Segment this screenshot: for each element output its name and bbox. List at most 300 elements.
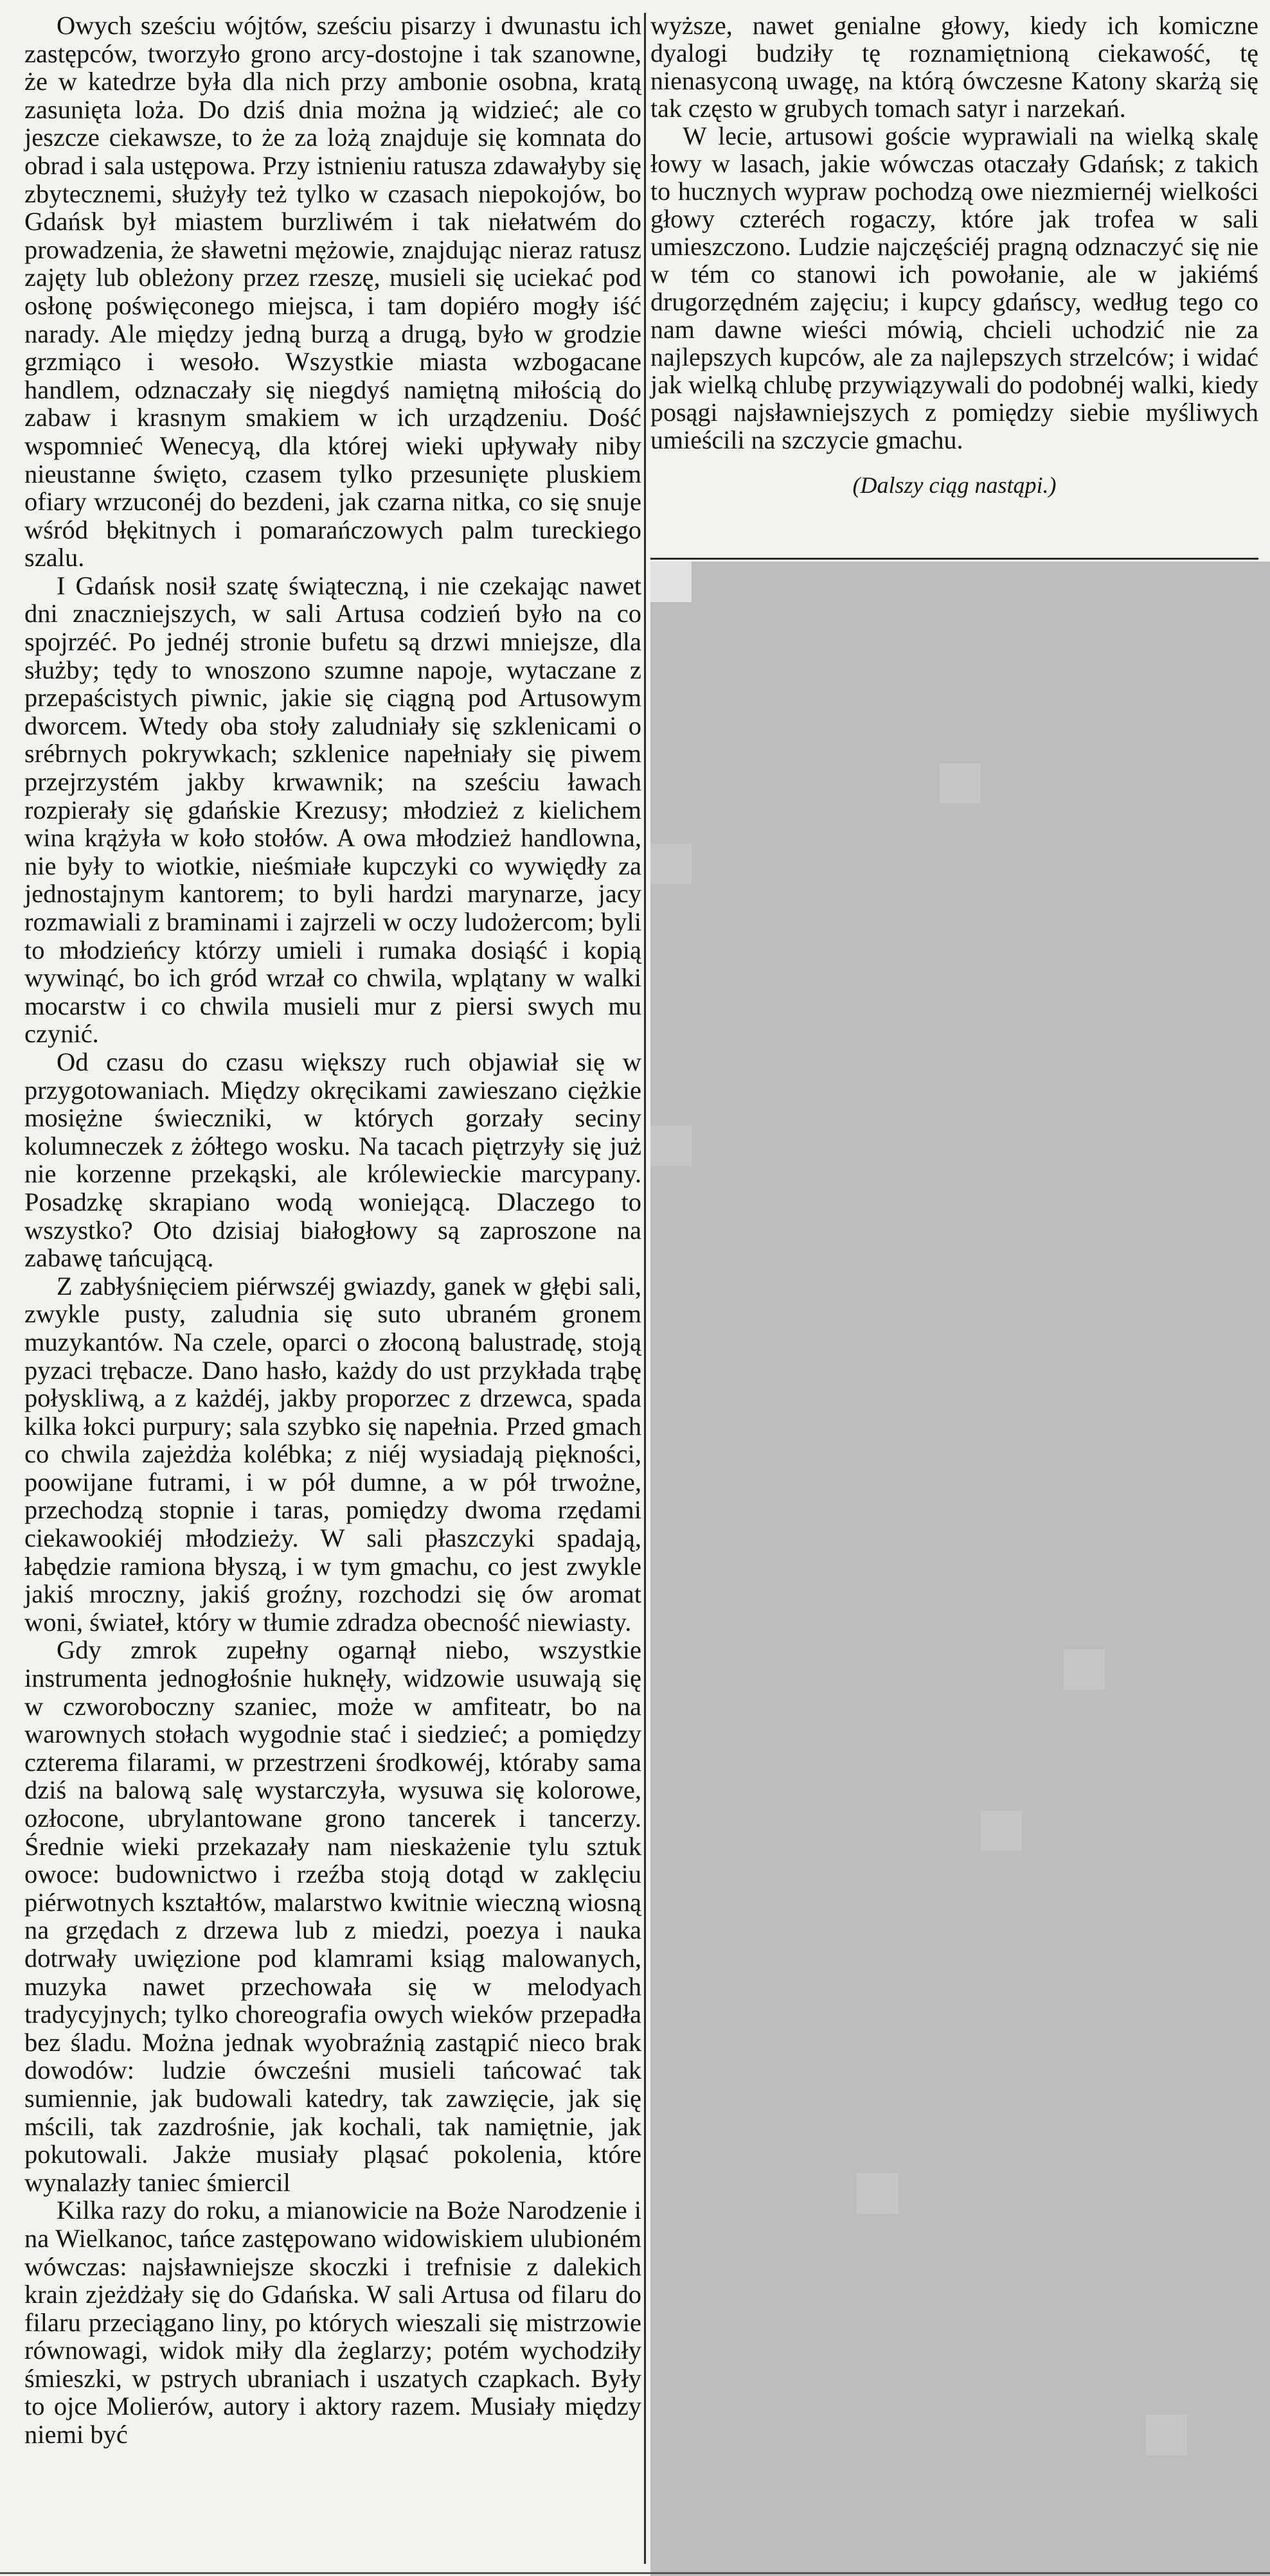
mosaic-tile <box>774 844 816 884</box>
mosaic-tile <box>857 1770 898 1811</box>
mosaic-tile <box>940 2133 981 2173</box>
mosaic-tile <box>1105 602 1146 643</box>
mosaic-tile <box>816 2496 857 2536</box>
mosaic-tile <box>774 723 816 763</box>
mosaic-tile <box>1187 1851 1228 1891</box>
mosaic-tile <box>1022 1569 1063 1610</box>
mosaic-tile <box>692 1891 733 1932</box>
mosaic-tile <box>650 2012 692 2052</box>
mosaic-tile <box>981 1287 1022 1328</box>
mosaic-tile <box>1146 1166 1187 1207</box>
mosaic-tile <box>1022 1811 1063 1851</box>
mosaic-tile <box>1229 1649 1270 1690</box>
mosaic-tile <box>1064 2214 1105 2254</box>
mosaic-tile <box>774 1730 816 1770</box>
mosaic-tile <box>692 1811 733 1851</box>
mosaic-tile <box>981 1166 1022 1207</box>
mosaic-tile <box>650 803 692 844</box>
mosaic-tile <box>733 682 774 723</box>
mosaic-tile <box>774 1488 816 1529</box>
mosaic-tile <box>774 2133 816 2173</box>
mosaic-tile <box>733 1367 774 1408</box>
mosaic-tile <box>692 2536 733 2576</box>
mosaic-tile <box>1064 2173 1105 2214</box>
mosaic-tile <box>981 763 1022 804</box>
mosaic-tile <box>940 2536 981 2576</box>
mosaic-tile <box>650 1085 692 1126</box>
mosaic-tile <box>816 1851 857 1891</box>
mosaic-tile <box>650 2375 692 2415</box>
mosaic-tile <box>940 1367 981 1408</box>
mosaic-tile <box>816 2173 857 2214</box>
mosaic-tile <box>774 1367 816 1408</box>
mosaic-tile <box>940 1488 981 1529</box>
mosaic-tile <box>692 2133 733 2173</box>
mosaic-tile <box>857 1690 898 1730</box>
mosaic-tile <box>1022 1448 1063 1488</box>
mosaic-tile <box>692 2294 733 2334</box>
mosaic-tile <box>1187 844 1228 884</box>
mosaic-tile <box>1229 1448 1270 1488</box>
mosaic-tile <box>1022 964 1063 1005</box>
mosaic-tile <box>1229 1690 1270 1730</box>
mosaic-tile <box>733 1649 774 1690</box>
mosaic-tile <box>774 1609 816 1649</box>
mosaic-tile <box>857 2294 898 2334</box>
mosaic-tile <box>692 1569 733 1610</box>
mosaic-tile <box>1229 1287 1270 1328</box>
mosaic-tile <box>1022 1085 1063 1126</box>
mosaic-tile <box>899 924 940 964</box>
page-bottom-rule <box>0 2572 1270 2574</box>
mosaic-tile <box>816 2012 857 2052</box>
mosaic-tile <box>650 2496 692 2536</box>
mosaic-tile <box>1229 602 1270 643</box>
mosaic-tile <box>981 1891 1022 1932</box>
mosaic-tile <box>1105 1045 1146 1085</box>
mosaic-tile <box>650 1287 692 1328</box>
mosaic-tile <box>857 642 898 682</box>
mosaic-tile <box>1105 1367 1146 1408</box>
mosaic-tile <box>940 2455 981 2496</box>
mosaic-tile <box>1022 1247 1063 1287</box>
mosaic-tile <box>816 803 857 844</box>
mosaic-tile <box>1187 1770 1228 1811</box>
mosaic-tile <box>733 1005 774 1045</box>
mosaic-tile <box>774 2415 816 2455</box>
mosaic-tile <box>857 723 898 763</box>
mosaic-tile <box>733 2455 774 2496</box>
mosaic-tile <box>1187 2253 1228 2294</box>
mosaic-tile <box>1105 884 1146 925</box>
mosaic-tile <box>650 1690 692 1730</box>
mosaic-tile <box>692 1851 733 1891</box>
mosaic-tile <box>1187 2496 1228 2536</box>
mosaic-tile <box>816 642 857 682</box>
mosaic-tile <box>899 1085 940 1126</box>
mosaic-tile <box>899 1891 940 1932</box>
mosaic-tile <box>1229 1126 1270 1166</box>
mosaic-tile <box>1146 723 1187 763</box>
mosaic-tile <box>940 763 981 804</box>
mosaic-tile <box>1187 2334 1228 2375</box>
mosaic-tile <box>1022 642 1063 682</box>
mosaic-tile <box>1064 1488 1105 1529</box>
mosaic-tile <box>816 2093 857 2133</box>
mosaic-tile <box>981 1045 1022 1085</box>
mosaic-tile <box>1146 1045 1187 1085</box>
mosaic-tile <box>857 844 898 884</box>
mosaic-tile <box>650 1811 692 1851</box>
mosaic-tile <box>733 1690 774 1730</box>
mosaic-tile <box>899 2334 940 2375</box>
mosaic-tile <box>1146 1569 1187 1610</box>
mosaic-tile <box>1229 1206 1270 1247</box>
mosaic-tile <box>733 2294 774 2334</box>
mosaic-tile <box>774 1770 816 1811</box>
mosaic-tile <box>857 1529 898 1569</box>
mosaic-tile <box>1064 2133 1105 2173</box>
mosaic-tile <box>857 1730 898 1770</box>
mosaic-tile <box>1064 1287 1105 1328</box>
mosaic-tile <box>1105 2214 1146 2254</box>
mosaic-tile <box>692 1448 733 1488</box>
mosaic-tile <box>1187 884 1228 925</box>
mosaic-tile <box>1146 1247 1187 1287</box>
mosaic-tile <box>940 844 981 884</box>
mosaic-tile <box>940 884 981 925</box>
mosaic-tile <box>981 2334 1022 2375</box>
mosaic-tile <box>1187 2093 1228 2133</box>
mosaic-tile <box>733 642 774 682</box>
mosaic-tile <box>650 2536 692 2576</box>
mosaic-tile <box>692 1206 733 1247</box>
mosaic-tile <box>692 2173 733 2214</box>
mosaic-tile <box>650 1166 692 1207</box>
mosaic-tile <box>816 2536 857 2576</box>
mosaic-tile <box>733 2496 774 2536</box>
mosaic-tile <box>650 2214 692 2254</box>
mosaic-tile <box>650 1327 692 1367</box>
mosaic-tile <box>816 1811 857 1851</box>
mosaic-tile <box>733 1126 774 1166</box>
mosaic-tile <box>692 1085 733 1126</box>
mosaic-tile <box>733 1327 774 1367</box>
mosaic-tile <box>1064 2052 1105 2093</box>
mosaic-tile <box>774 1529 816 1569</box>
mosaic-tile <box>774 642 816 682</box>
mosaic-tile <box>1146 1730 1187 1770</box>
mosaic-tile <box>650 2455 692 2496</box>
mosaic-tile <box>1187 1609 1228 1649</box>
mosaic-tile <box>1022 2294 1063 2334</box>
mosaic-tile <box>899 2012 940 2052</box>
mosaic-tile <box>1022 2052 1063 2093</box>
mosaic-tile <box>857 2253 898 2294</box>
mosaic-tile <box>1187 1166 1228 1207</box>
mosaic-tile <box>1146 2334 1187 2375</box>
mosaic-tile <box>981 1448 1022 1488</box>
mosaic-tile <box>1146 562 1187 602</box>
mosaic-tile <box>1105 2334 1146 2375</box>
mosaic-tile <box>981 1649 1022 1690</box>
mosaic-tile <box>650 2052 692 2093</box>
mosaic-tile <box>857 2133 898 2173</box>
mosaic-tile <box>1064 2536 1105 2576</box>
mosaic-tile <box>692 2012 733 2052</box>
mosaic-tile <box>1187 1126 1228 1166</box>
mosaic-tile <box>899 2173 940 2214</box>
mosaic-tile <box>692 2052 733 2093</box>
mosaic-tile <box>774 1247 816 1287</box>
mosaic-tile <box>1022 2214 1063 2254</box>
mosaic-tile <box>1229 1851 1270 1891</box>
mosaic-tile <box>1064 964 1105 1005</box>
mosaic-tile <box>774 1811 816 1851</box>
mosaic-tile <box>774 1166 816 1207</box>
mosaic-tile <box>1146 642 1187 682</box>
mosaic-tile <box>1022 2415 1063 2455</box>
mosaic-tile <box>1229 1569 1270 1610</box>
mosaic-tile <box>816 964 857 1005</box>
mosaic-tile <box>940 1085 981 1126</box>
mosaic-tile <box>899 1488 940 1529</box>
mosaic-tile <box>1146 2012 1187 2052</box>
mosaic-tile <box>1187 682 1228 723</box>
mosaic-tile <box>1064 2334 1105 2375</box>
mosaic-tile <box>940 2052 981 2093</box>
mosaic-tile <box>1187 924 1228 964</box>
mosaic-tile <box>1105 2133 1146 2173</box>
mosaic-tile <box>692 2496 733 2536</box>
mosaic-tile <box>1105 964 1146 1005</box>
mosaic-tile <box>774 562 816 602</box>
mosaic-tile <box>857 1649 898 1690</box>
mosaic-tile <box>1146 803 1187 844</box>
mosaic-tile <box>1187 1327 1228 1367</box>
mosaic-tile <box>1064 844 1105 884</box>
mosaic-tile <box>1229 803 1270 844</box>
mosaic-tile <box>1229 763 1270 804</box>
mosaic-tile <box>1146 844 1187 884</box>
mosaic-tile <box>816 1045 857 1085</box>
mosaic-tile <box>940 1851 981 1891</box>
mosaic-tile <box>1146 2294 1187 2334</box>
mosaic-tile <box>899 1247 940 1287</box>
mosaic-tile <box>1146 682 1187 723</box>
mosaic-tile <box>733 1730 774 1770</box>
mosaic-tile <box>774 2455 816 2496</box>
mosaic-tile <box>1187 1972 1228 2012</box>
mosaic-tile <box>899 2455 940 2496</box>
mosaic-tile <box>981 723 1022 763</box>
mosaic-tile <box>857 1569 898 1610</box>
mosaic-tile <box>650 2294 692 2334</box>
mosaic-tile <box>733 1932 774 1972</box>
mosaic-tile <box>940 642 981 682</box>
mosaic-tile <box>1229 964 1270 1005</box>
mosaic-tile <box>899 2133 940 2173</box>
mosaic-tile <box>1064 682 1105 723</box>
mosaic-tile <box>650 1206 692 1247</box>
mosaic-tile <box>1146 1327 1187 1367</box>
mosaic-tile <box>1022 723 1063 763</box>
mosaic-tile <box>733 2375 774 2415</box>
mosaic-tile <box>1064 1367 1105 1408</box>
mosaic-tile <box>940 1730 981 1770</box>
mosaic-tile <box>1229 562 1270 602</box>
paragraph: wyższe, nawet genialne głowy, kiedy ich komiczne dyalogi budziły tę roznamiętnioną ciekawość, tę nienasyconą uwagę, na którą ówczesne Katony skarżą się tak często w grubych tomach satyr i narzekań. <box>650 11 1258 123</box>
mosaic-tile <box>940 1649 981 1690</box>
mosaic-tile <box>899 1287 940 1328</box>
mosaic-tile <box>733 1287 774 1328</box>
mosaic-tile <box>1229 1529 1270 1569</box>
mosaic-tile <box>1146 2375 1187 2415</box>
mosaic-tile <box>692 2214 733 2254</box>
mosaic-tile <box>899 1448 940 1488</box>
mosaic-tile <box>692 602 733 643</box>
mosaic-tile <box>1146 1287 1187 1328</box>
mosaic-tile <box>899 1609 940 1649</box>
mosaic-tile <box>857 2052 898 2093</box>
mosaic-tile <box>940 1206 981 1247</box>
section-rule <box>650 558 1258 560</box>
mosaic-tile <box>650 763 692 804</box>
mosaic-tile <box>940 1972 981 2012</box>
mosaic-tile <box>899 2375 940 2415</box>
mosaic-tile <box>1229 1045 1270 1085</box>
mosaic-tile <box>899 2294 940 2334</box>
mosaic-tile <box>1187 1730 1228 1770</box>
mosaic-tile <box>981 602 1022 643</box>
mosaic-tile <box>1105 2253 1146 2294</box>
mosaic-tile <box>1187 1085 1228 1126</box>
mosaic-tile <box>650 2133 692 2173</box>
mosaic-tile <box>1022 1891 1063 1932</box>
mosaic-tile <box>899 1569 940 1610</box>
mosaic-tile <box>692 1045 733 1085</box>
mosaic-tile <box>1146 924 1187 964</box>
mosaic-tile <box>1229 2334 1270 2375</box>
mosaic-tile <box>774 2294 816 2334</box>
mosaic-tile <box>774 1408 816 1448</box>
mosaic-tile <box>940 602 981 643</box>
mosaic-tile <box>857 1448 898 1488</box>
mosaic-tile <box>733 803 774 844</box>
mosaic-tile <box>774 1045 816 1085</box>
mosaic-tile <box>1022 1327 1063 1367</box>
mosaic-tile <box>1022 2536 1063 2576</box>
mosaic-tile <box>1064 1005 1105 1045</box>
mosaic-tile <box>1229 1811 1270 1851</box>
mosaic-tile <box>981 2415 1022 2455</box>
mosaic-tile <box>816 2334 857 2375</box>
mosaic-tile <box>857 1126 898 1166</box>
mosaic-tile <box>816 1085 857 1126</box>
mosaic-tile <box>650 1972 692 2012</box>
mosaic-tile <box>940 964 981 1005</box>
mosaic-tile <box>1187 803 1228 844</box>
mosaic-tile <box>692 1408 733 1448</box>
mosaic-tile <box>1146 1206 1187 1247</box>
mosaic-tile <box>1022 1367 1063 1408</box>
mosaic-tile <box>1064 1045 1105 1085</box>
mosaic-tile <box>940 1247 981 1287</box>
mosaic-tile <box>857 1287 898 1328</box>
mosaic-tile <box>650 2093 692 2133</box>
mosaic-tile <box>981 682 1022 723</box>
mosaic-tile <box>650 1770 692 1811</box>
mosaic-tile <box>1022 1851 1063 1891</box>
mosaic-tile <box>1105 1851 1146 1891</box>
mosaic-tile <box>940 2173 981 2214</box>
mosaic-tile <box>1105 1287 1146 1328</box>
mosaic-tile <box>1187 602 1228 643</box>
mosaic-tile <box>816 1891 857 1932</box>
mosaic-tile <box>1064 1730 1105 1770</box>
mosaic-tile <box>1022 1972 1063 2012</box>
mosaic-tile <box>733 2536 774 2576</box>
mosaic-tile <box>1229 1972 1270 2012</box>
mosaic-tile <box>1229 642 1270 682</box>
mosaic-tile <box>1229 2093 1270 2133</box>
mosaic-tile <box>1022 2334 1063 2375</box>
mosaic-tile <box>1146 2214 1187 2254</box>
mosaic-tile <box>816 2455 857 2496</box>
mosaic-tile <box>1064 1932 1105 1972</box>
mosaic-tile <box>899 1730 940 1770</box>
mosaic-tile <box>774 2012 816 2052</box>
mosaic-tile <box>940 2334 981 2375</box>
mosaic-tile <box>857 602 898 643</box>
mosaic-tile <box>1064 642 1105 682</box>
mosaic-tile <box>733 1891 774 1932</box>
mosaic-tile <box>1187 2133 1228 2173</box>
mosaic-tile <box>692 763 733 804</box>
mosaic-tile <box>857 1609 898 1649</box>
mosaic-tile <box>1229 1005 1270 1045</box>
mosaic-tile <box>1229 884 1270 925</box>
mosaic-tile <box>899 2253 940 2294</box>
mosaic-tile <box>1187 1448 1228 1488</box>
mosaic-tile <box>1146 1529 1187 1569</box>
paragraph: Z zabłyśnięciem piérwszéj gwiazdy, ganek w głębi sali, zwykle pusty, zaludnia się suto ubraném gronem muzykantów. Na czele, oparci o złoconą balustradę, stoją pyzaci trębacze. Dano hasło, każdy do ust przykłada trąbę połyskliwą, a z każdéj, jakby proporzec z drzewca, spada kilka łokci purpury; sala szybko się napełnia. Przed gmach co chwila zajeżdża kolébka; z niéj wysiadają piękności, poowijane futrami, i w pół dumne, a w pół trwożne, przechodzą stopnie i taras, pomiędzy dwoma rzędami ciekawookiéj młodzieży. W sali płaszczyki spadają, łabędzie ramiona błyszą, i w tym gmachu, co jest zwykle jakiś mroczny, jakiś groźny, rozchodzi się ów aromat woni, świateł, który w tłumie zdradza obecność niewiasty. <box>24 1271 641 1637</box>
mosaic-tile <box>1022 1166 1063 1207</box>
mosaic-tile <box>981 1609 1022 1649</box>
mosaic-tile <box>774 1085 816 1126</box>
mosaic-tile <box>981 2536 1022 2576</box>
mosaic-tile <box>1229 2012 1270 2052</box>
mosaic-tile <box>1146 2173 1187 2214</box>
mosaic-tile <box>1105 2012 1146 2052</box>
mosaic-tile <box>857 2536 898 2576</box>
mosaic-tile <box>940 1569 981 1610</box>
mosaic-tile <box>899 723 940 763</box>
mosaic-tile <box>816 1529 857 1569</box>
mosaic-tile <box>1229 2214 1270 2254</box>
mosaic-tile <box>733 723 774 763</box>
mosaic-tile <box>774 2375 816 2415</box>
mosaic-tile <box>1146 1126 1187 1166</box>
mosaic-tile <box>1229 1609 1270 1649</box>
mosaic-tile <box>981 924 1022 964</box>
mosaic-tile <box>816 1448 857 1488</box>
mosaic-tile <box>981 2012 1022 2052</box>
mosaic-tile <box>1187 2294 1228 2334</box>
mosaic-tile <box>1105 924 1146 964</box>
mosaic-tile <box>857 1851 898 1891</box>
paragraph: Kilka razy do roku, a mianowicie na Boże Narodzenie i na Wielkanoc, tańce zastępowano widowiskiem ulubioném wówczas: najsławniejsze skoczki i trefnisie z dalekich krain zjeżdżały się do Gdańska. W sali Artusa od filaru do filaru przeciągano liny, po których wieszali się mistrzowie równowagi, widok miły dla żeglarzy; potém wychodziły śmieszki, w pstrych ubraniach i uszatych czapkach. Były to ojce Molierów, autory i aktory razem. Musiały między niemi być <box>24 2196 641 2449</box>
